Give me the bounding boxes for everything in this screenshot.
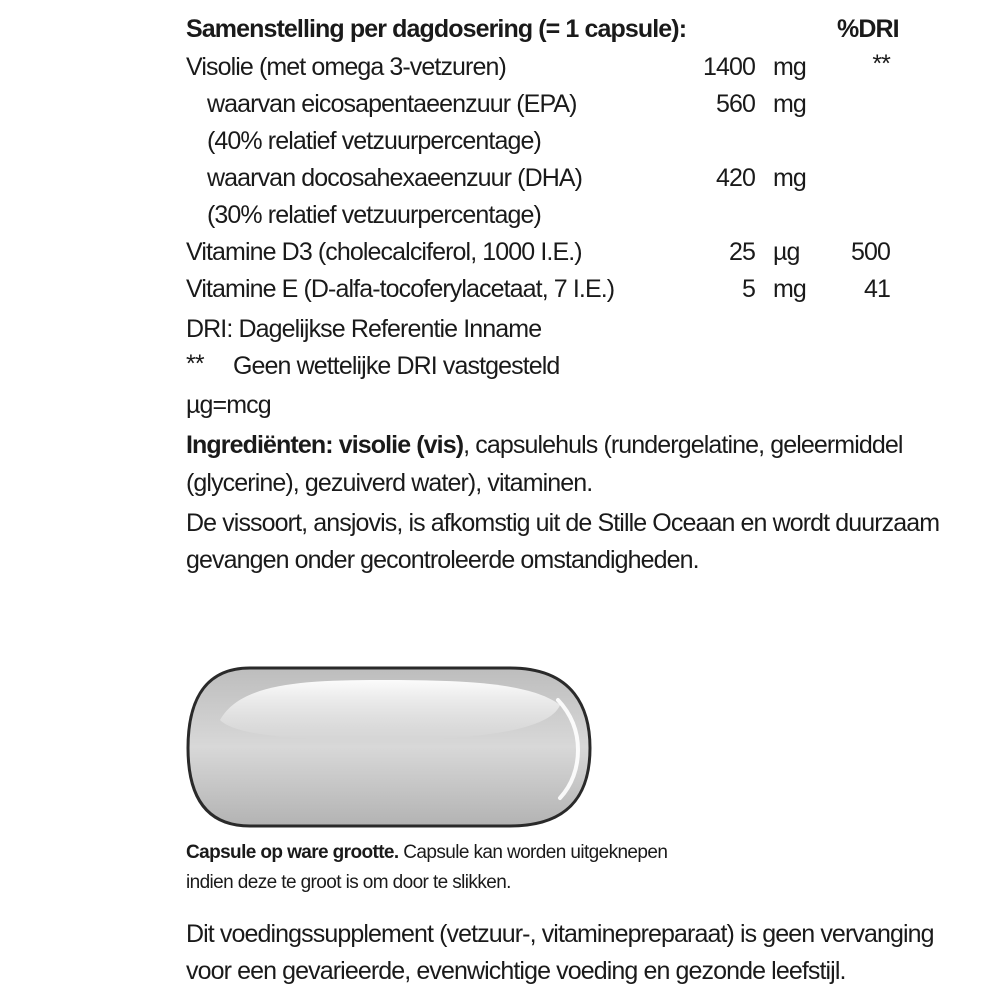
- row-dha-percentage: (30% relatief vetzuurpercentage): [207, 201, 541, 229]
- row-fish-oil-name: Visolie (met omega 3-vetzuren): [186, 53, 506, 81]
- no-dri-text: Geen wettelijke DRI vastgesteld: [233, 352, 560, 380]
- dri-column-header: %DRI: [837, 15, 899, 43]
- unit-note: µg=mcg: [186, 391, 271, 419]
- row-vitamin-d3-unit: µg: [773, 238, 800, 266]
- row-vitamin-d3-amount: 25: [728, 238, 755, 266]
- row-vitamin-e-dri: 41: [863, 275, 890, 303]
- disclaimer-line-1: Dit voedingssupplement (vetzuur-, vitaminepreparaat) is geen vervanging: [186, 920, 934, 948]
- capsule-caption-line-1: [186, 843, 667, 862]
- origin-line-1: De vissoort, ansjovis, is afkomstig uit de Stille Oceaan en wordt duurzaam: [186, 509, 940, 537]
- row-dha-amount: 420: [715, 164, 755, 192]
- composition-title: Samenstelling per dagdosering (= 1 capsule):: [186, 15, 687, 43]
- capsule-caption-line-2: indien deze te groot is om door te slikken.: [186, 872, 511, 893]
- row-epa-name: waarvan eicosapentaeenzuur (EPA): [207, 90, 577, 118]
- disclaimer-line-2: voor een gevarieerde, evenwichtige voeding en gezonde leefstijl.: [186, 957, 846, 985]
- row-fish-oil-dri: **: [872, 50, 890, 78]
- no-dri-marker: **: [186, 350, 204, 378]
- row-fish-oil-amount: 1400: [702, 53, 755, 81]
- ingredients-rest: , capsulehuls (rundergelatine, geleermiddel: [463, 431, 903, 459]
- row-dha-unit: mg: [773, 164, 806, 192]
- row-epa-unit: mg: [773, 90, 806, 118]
- dri-definition: DRI: Dagelijkse Referentie Inname: [186, 315, 542, 343]
- row-vitamin-d3-name: Vitamine D3 (cholecalciferol, 1000 I.E.): [186, 238, 582, 266]
- row-vitamin-e-amount: 5: [741, 275, 755, 303]
- row-epa-percentage: (40% relatief vetzuurpercentage): [207, 127, 541, 155]
- ingredients-label: Ingrediënten:: [186, 431, 333, 459]
- ingredients-line-2: (glycerine), gezuiverd water), vitaminen.: [186, 469, 593, 497]
- row-dha-name: waarvan docosahexaeenzuur (DHA): [207, 164, 583, 192]
- capsule-illustration: [180, 660, 600, 835]
- capsule-caption-bold: Capsule op ware grootte.: [186, 842, 399, 863]
- origin-line-2: gevangen onder gecontroleerde omstandigheden.: [186, 546, 699, 574]
- capsule-caption-rest: Capsule kan worden uitgeknepen: [398, 842, 668, 863]
- ingredients-line-1: [186, 433, 903, 458]
- ingredients-fish-oil: visolie (vis): [338, 431, 464, 459]
- row-fish-oil-unit: mg: [773, 53, 806, 81]
- row-vitamin-d3-dri: 500: [850, 238, 890, 266]
- row-vitamin-e-name: Vitamine E (D-alfa-tocoferylacetaat, 7 I.E.): [186, 275, 615, 303]
- row-vitamin-e-unit: mg: [773, 275, 806, 303]
- row-epa-amount: 560: [715, 90, 755, 118]
